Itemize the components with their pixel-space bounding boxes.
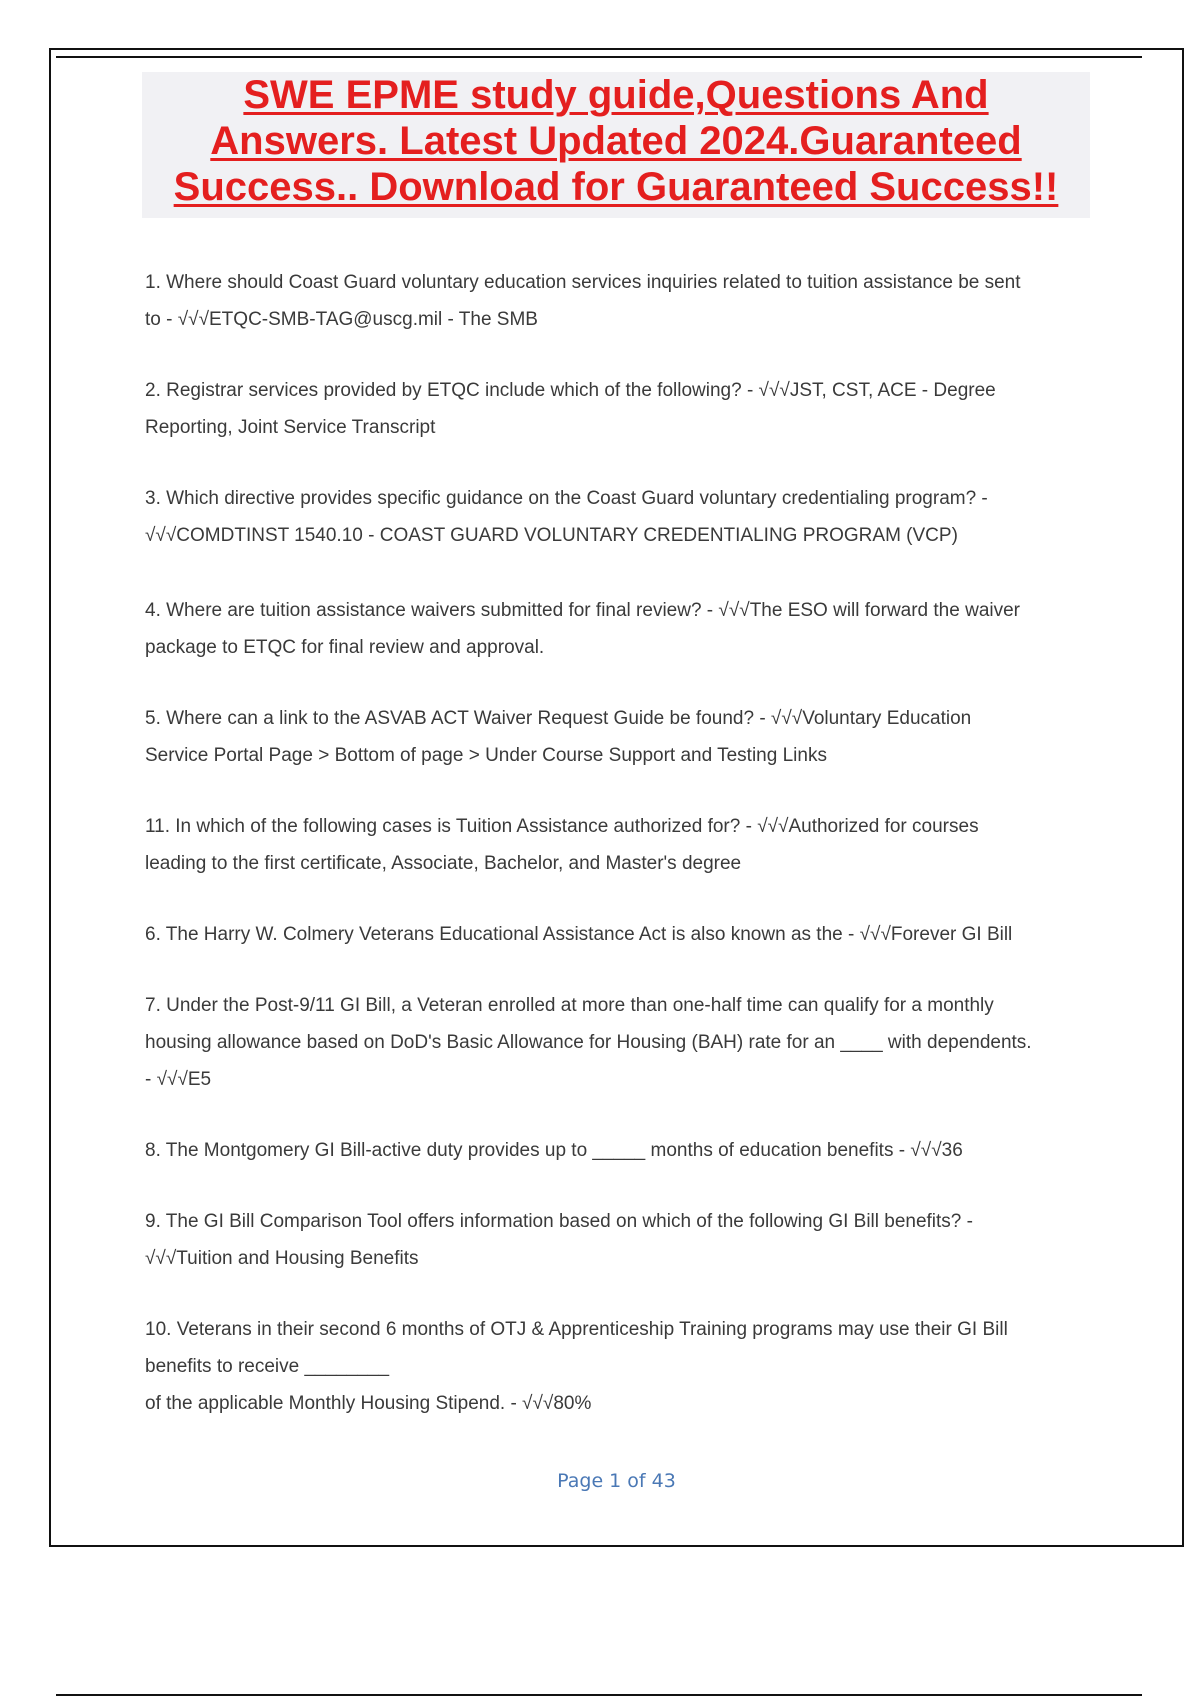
qa-item-11 [145,808,1095,882]
qa-item-9 [145,1203,1095,1277]
title-line-3: Success.. Download for Guaranteed Success!! [173,165,1059,209]
qa-item-7 [145,987,1095,1098]
title-line-2: Answers. Latest Updated 2024.Guaranteed [210,119,1022,163]
qa-line: √√√COMDTINST 1540.10 - COAST GUARD VOLUNTARY CREDENTIALING PROGRAM (VCP) [145,525,958,546]
qa-line: benefits to receive ________ [145,1356,390,1377]
document-title [142,72,1090,218]
qa-line: 8. The Montgomery GI Bill-active duty provides up to _____ months of education benefits - √√√36 [145,1140,963,1161]
qa-list [145,264,1095,1422]
qa-line: 11. In which of the following cases is Tuition Assistance authorized for? - √√√Authorized for courses [145,816,979,837]
qa-item-3 [145,480,1095,554]
qa-item-1 [145,264,1095,338]
qa-line: housing allowance based on DoD's Basic Allowance for Housing (BAH) rate for an ____ with dependents. [145,1032,1032,1053]
qa-line: 4. Where are tuition assistance waivers submitted for final review? - √√√The ESO will forward the waiver [145,600,1021,621]
qa-item-2 [145,372,1095,446]
qa-line: 10. Veterans in their second 6 months of OTJ & Apprenticeship Training programs may use their GI Bill [145,1319,1008,1340]
qa-line: 5. Where can a link to the ASVAB ACT Waiver Request Guide be found? - √√√Voluntary Education [145,708,972,729]
qa-line: 1. Where should Coast Guard voluntary education services inquiries related to tuition assistance be sent [145,272,1021,293]
qa-item-8 [145,1132,1095,1169]
qa-line: 9. The GI Bill Comparison Tool offers information based on which of the following GI Bill benefits? - [145,1211,973,1232]
bottom-rule [56,1694,1142,1696]
qa-item-4 [145,592,1095,666]
qa-line: 6. The Harry W. Colmery Veterans Educational Assistance Act is also known as the - √√√Forever GI Bill [145,924,1013,945]
qa-item-5 [145,700,1095,774]
qa-item-10 [145,1311,1095,1422]
qa-line: - √√√E5 [145,1069,212,1090]
qa-line: to - √√√ETQC-SMB-TAG@uscg.mil - The SMB [145,309,538,330]
qa-line: leading to the first certificate, Associate, Bachelor, and Master's degree [145,853,742,874]
qa-line: 2. Registrar services provided by ETQC include which of the following? - √√√JST, CST, ACE - Degree [145,380,996,401]
qa-line: Service Portal Page > Bottom of page > Under Course Support and Testing Links [145,745,827,766]
title-line-1: SWE EPME study guide,Questions And [243,73,989,117]
qa-item-6 [145,916,1095,953]
qa-line: Reporting, Joint Service Transcript [145,417,436,438]
qa-line: of the applicable Monthly Housing Stipend. - √√√80% [145,1393,592,1414]
qa-line: 3. Which directive provides specific guidance on the Coast Guard voluntary credentialing program? - [145,488,988,509]
qa-line: 7. Under the Post-9/11 GI Bill, a Veteran enrolled at more than one-half time can qualify for a monthly [145,995,994,1016]
qa-line: √√√Tuition and Housing Benefits [145,1248,419,1269]
qa-line: package to ETQC for final review and approval. [145,637,545,658]
page-number: Page 1 of 43 [557,1470,676,1492]
